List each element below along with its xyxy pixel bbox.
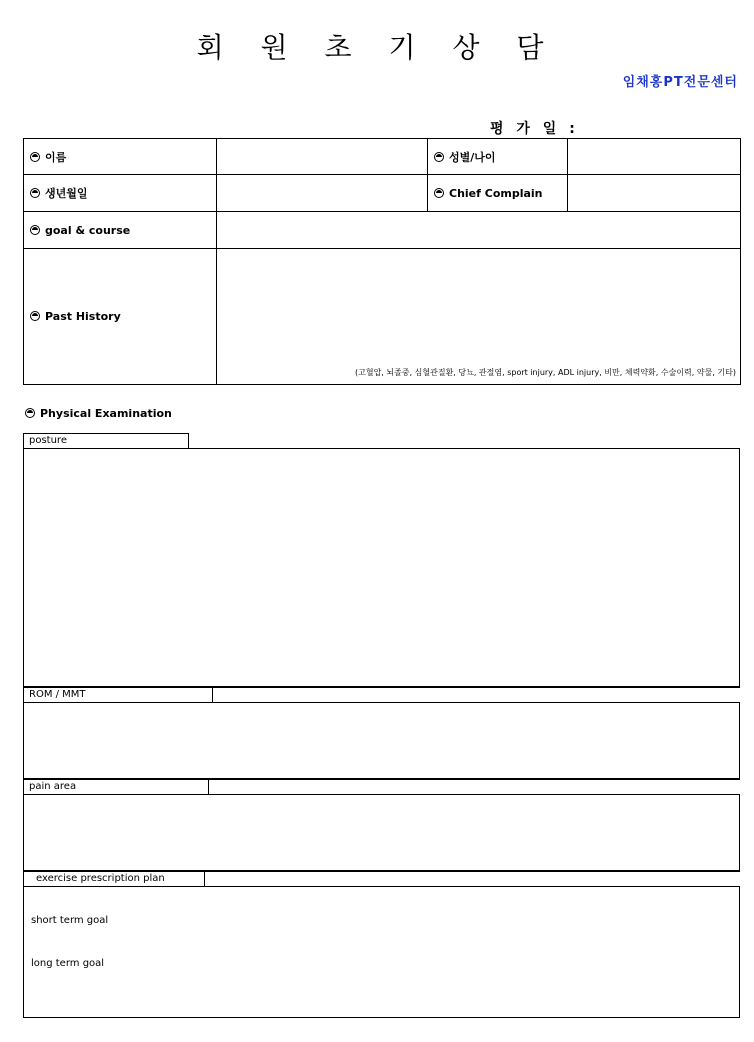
rom-mmt-box[interactable] <box>23 702 740 779</box>
pain-area-box[interactable] <box>23 794 740 871</box>
bullet-icon <box>30 188 40 198</box>
posture-tab <box>23 433 189 448</box>
chief-complaint-label: Chief Complain <box>449 186 543 200</box>
chief-complaint-field[interactable] <box>568 175 741 212</box>
short-term-goal-label: short term goal <box>31 915 109 926</box>
exercise-plan-tab <box>23 871 205 886</box>
rom-mmt-label: ROM / MMT <box>29 689 86 700</box>
gender-age-label-cell <box>428 139 568 175</box>
physical-exam-heading-text: Physical Examination <box>40 407 172 420</box>
goal-course-field[interactable] <box>217 212 741 249</box>
center-name: 임채홍PT전문센터 <box>622 75 738 90</box>
exercise-plan-divider <box>204 871 740 872</box>
bullet-icon <box>30 311 40 321</box>
past-history-label-cell <box>24 249 217 385</box>
rom-mmt-divider <box>212 687 740 688</box>
rom-mmt-tab <box>23 687 213 702</box>
past-history-note: (고혈압, 뇌졸중, 심혈관질환, 당뇨, 관절염, sport injury, ADL injury, 비만, 체력약화, 수술이력, 약물, 기타) <box>355 368 736 377</box>
gender-age-field[interactable] <box>568 139 741 175</box>
birthdate-label: 생년월일 <box>45 187 88 200</box>
eval-date-label: 평 가 일 : <box>490 121 579 137</box>
gender-age-label: 성별/나이 <box>449 150 496 164</box>
birthdate-field[interactable] <box>217 175 428 212</box>
goal-course-label-cell <box>24 212 217 249</box>
past-history-label: Past History <box>45 310 121 323</box>
bullet-icon <box>25 408 35 418</box>
past-history-field[interactable] <box>217 249 741 385</box>
name-field[interactable] <box>217 139 428 175</box>
physical-exam-heading <box>25 407 172 420</box>
posture-label: posture <box>29 435 67 446</box>
name-label: 이름 <box>45 150 67 164</box>
pain-area-tab <box>23 779 209 794</box>
long-term-goal-label: long term goal <box>31 958 105 969</box>
member-info-table <box>23 138 741 385</box>
pain-area-label: pain area <box>29 781 77 792</box>
birthdate-label-cell <box>24 175 217 212</box>
bullet-icon <box>30 152 40 162</box>
pain-area-divider <box>208 779 740 780</box>
name-label-cell <box>24 139 217 175</box>
exercise-plan-box[interactable] <box>23 886 740 1018</box>
bullet-icon <box>434 152 444 162</box>
bullet-icon <box>434 188 444 198</box>
chief-complaint-label-cell <box>428 175 568 212</box>
bullet-icon <box>30 225 40 235</box>
goal-course-label: goal & course <box>45 223 131 237</box>
form-title: 회 원 초 기 상 담 <box>196 31 558 64</box>
posture-box[interactable] <box>23 448 740 687</box>
exercise-plan-label: exercise prescription plan <box>36 873 165 884</box>
